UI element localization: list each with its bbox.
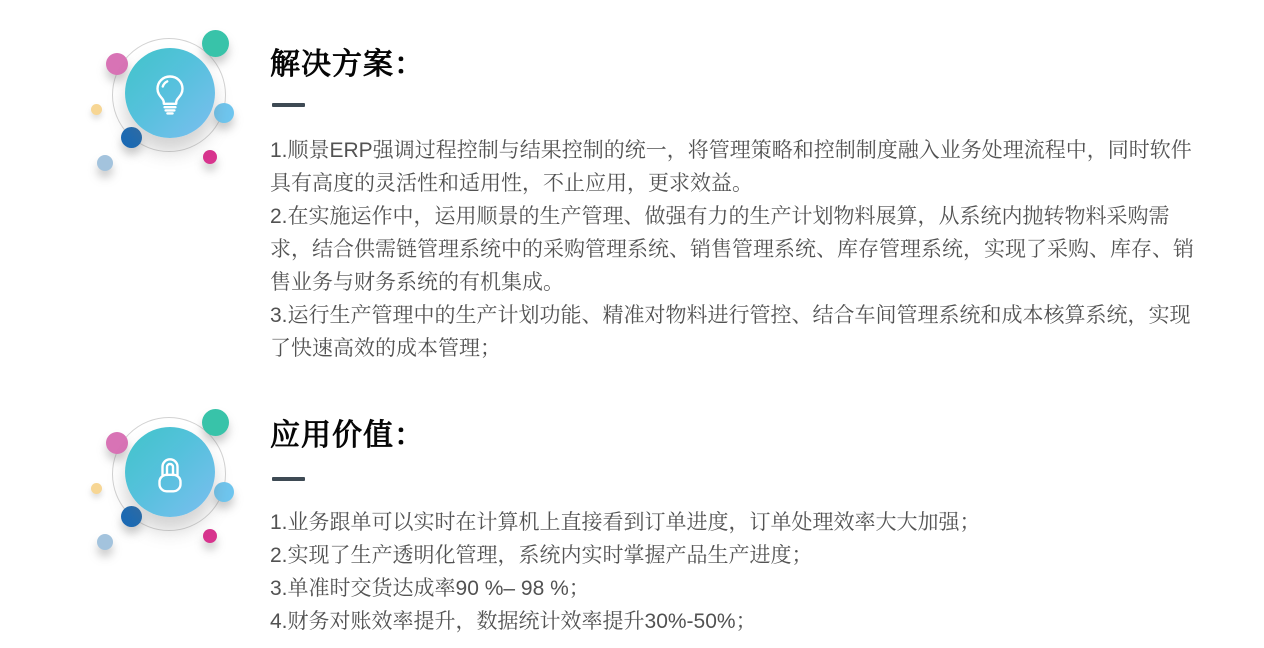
decor-dot-teal — [202, 30, 229, 57]
icon-circle — [125, 48, 215, 138]
decor-dot-teal — [202, 409, 229, 436]
decor-dot-skyblue — [214, 103, 234, 123]
value-paragraphs — [270, 506, 1206, 638]
decor-dot-pink — [106, 53, 128, 75]
icon-cluster-solution — [85, 30, 245, 180]
heading-underline — [272, 103, 305, 107]
decor-dot-magenta — [203, 150, 217, 164]
icon-cluster-value — [85, 409, 245, 559]
paragraph-item: 1.业务跟单可以实时在计算机上直接看到订单进度，订单处理效率大大加强； — [270, 511, 981, 534]
decor-dot-steel — [97, 534, 113, 550]
decor-dot-cream — [91, 483, 102, 494]
lightbulb-icon — [146, 69, 194, 117]
decor-dot-cream — [91, 104, 102, 115]
heading-underline — [272, 477, 305, 481]
paragraph-item: 3.运行生产管理中的生产计划功能、精准对物料进行管控、结合车间管理系统和成本核算系统，实现了快速高效的成本管理； — [270, 304, 1191, 360]
lock-icon — [146, 448, 194, 496]
section-heading-value: 应用价值： — [270, 419, 425, 452]
section-heading-solution: 解决方案： — [270, 48, 425, 81]
decor-dot-magenta — [203, 529, 217, 543]
paragraph-item: 4.财务对账效率提升，数据统计效率提升30%-50%； — [270, 610, 757, 633]
paragraph-item: 1.顺景ERP强调过程控制与结果控制的统一，将管理策略和控制制度融入业务处理流程中，同时软件具有高度的灵活性和适用性，不止应用，更求效益。 — [270, 139, 1192, 195]
decor-dot-skyblue — [214, 482, 234, 502]
decor-dot-navy — [121, 506, 142, 527]
decor-dot-pink — [106, 432, 128, 454]
solution-paragraphs — [270, 134, 1206, 365]
icon-circle — [125, 427, 215, 517]
decor-dot-steel — [97, 155, 113, 171]
paragraph-item: 2.在实施运作中，运用顺景的生产管理、做强有力的生产计划物料展算，从系统内抛转物料采购需求，结合供需链管理系统中的采购管理系统、销售管理系统、库存管理系统，实现了采购、库存、销售业务与财务系统的有机集成。 — [270, 205, 1194, 294]
paragraph-item: 2.实现了生产透明化管理，系统内实时掌握产品生产进度； — [270, 544, 813, 567]
paragraph-item: 3.单准时交货达成率90 %– 98 %； — [270, 577, 590, 600]
decor-dot-navy — [121, 127, 142, 148]
